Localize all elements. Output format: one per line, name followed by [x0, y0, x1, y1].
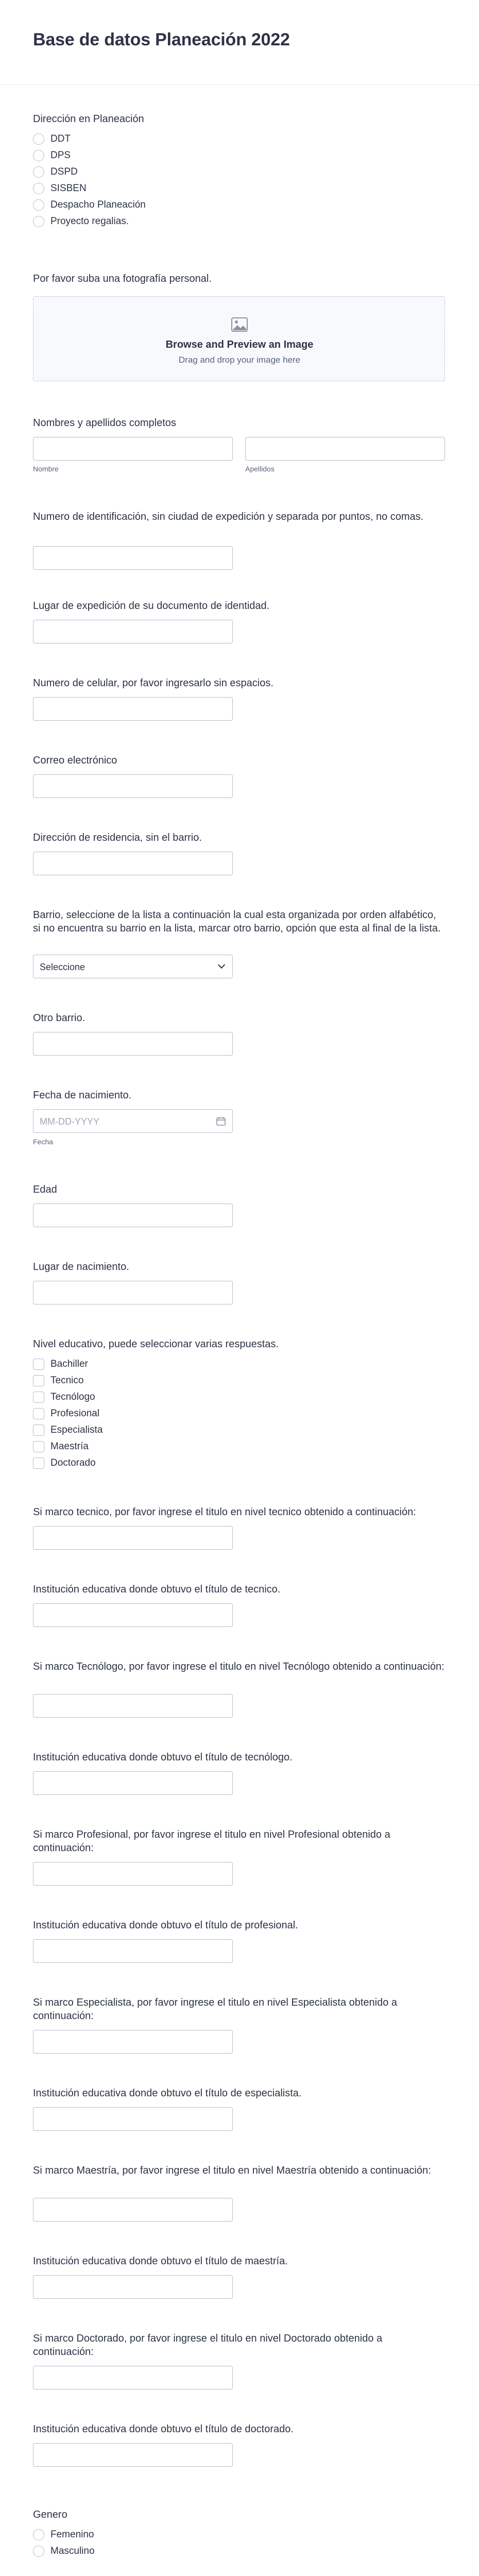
radio-button[interactable]: [33, 150, 44, 161]
direccion-option[interactable]: [33, 214, 129, 229]
correo-input[interactable]: [33, 774, 233, 798]
titulo-label: Si marco Profesional, por favor ingrese el titulo en nivel Profesional obtenido a continuación:: [33, 1829, 390, 1854]
direccion-option-label: Despacho Planeación: [50, 199, 146, 210]
identificacion-label: Numero de identificación, sin ciudad de expedición y separada por puntos, no comas.: [33, 511, 424, 522]
fecha-sublabel: Fecha: [33, 1138, 53, 1146]
barrio-label: Barrio, seleccione de la lista a continuación la cual esta organizada por orden alfabético, si no encuentra su barrio en la lista, marcar otro barrio, opción que esta al final de la lista.: [33, 909, 441, 934]
titulo-label: Si marco tecnico, por favor ingrese el titulo en nivel tecnico obtenido a continuación:: [33, 1506, 416, 1518]
institucion-input[interactable]: [33, 2275, 233, 2299]
genero-option-label: Femenino: [50, 2529, 94, 2540]
nivel-option[interactable]: [33, 1406, 99, 1421]
titulo-input[interactable]: [33, 1694, 233, 1718]
radio-button[interactable]: [33, 2529, 44, 2540]
direccion-option[interactable]: [33, 198, 146, 212]
institucion-label: Institución educativa donde obtuvo el título de profesional.: [33, 1920, 298, 1931]
nivel-option[interactable]: [33, 1357, 88, 1371]
radio-button[interactable]: [33, 216, 44, 227]
last-name-sublabel: Apellidos: [245, 465, 275, 473]
celular-label: Numero de celular, por favor ingresarlo sin espacios.: [33, 677, 273, 689]
last-name-input[interactable]: [245, 437, 445, 461]
genero-option[interactable]: [33, 2528, 94, 2542]
nivel-option[interactable]: [33, 1374, 83, 1388]
direccion-option-label: DPS: [50, 150, 71, 161]
genero-option[interactable]: [33, 2544, 95, 2558]
institucion-label: Institución educativa donde obtuvo el título de doctorado.: [33, 2424, 294, 2435]
nivel-option[interactable]: [33, 1439, 89, 1454]
first-name-input[interactable]: [33, 437, 233, 461]
nivel-option[interactable]: [33, 1423, 102, 1437]
nivel-option-label: Bachiller: [50, 1359, 88, 1369]
institucion-input[interactable]: [33, 1939, 233, 1963]
titulo-label: Si marco Tecnólogo, por favor ingrese el titulo en nivel Tecnólogo obtenido a continuación:: [33, 1661, 444, 1672]
direccion-option[interactable]: [33, 165, 78, 179]
titulo-input[interactable]: [33, 2030, 233, 2054]
foto-label: Por favor suba una fotografía personal.: [33, 273, 212, 284]
nivel-option-label: Tecnico: [50, 1375, 84, 1386]
titulo-input[interactable]: [33, 2198, 233, 2222]
titulo-input[interactable]: [33, 1526, 233, 1550]
genero-label: Genero: [33, 2509, 67, 2520]
institucion-label: Institución educativa donde obtuvo el título de tecnico.: [33, 1584, 281, 1595]
institucion-input[interactable]: [33, 1603, 233, 1627]
upload-subtitle: Drag and drop your image here: [178, 355, 301, 365]
nivel-option-label: Tecnólogo: [50, 1392, 95, 1402]
nivel-option-label: Doctorado: [50, 1458, 96, 1468]
edad-input[interactable]: [33, 1204, 233, 1227]
nivel-educativo-label: Nivel educativo, puede seleccionar varias respuestas.: [33, 1338, 279, 1350]
radio-button[interactable]: [33, 133, 44, 145]
checkbox[interactable]: [33, 1425, 44, 1436]
nivel-option-label: Maestría: [50, 1441, 89, 1452]
direccion-option[interactable]: [33, 132, 71, 146]
direccion-option-label: DDT: [50, 133, 71, 144]
direccion-label: Dirección en Planeación: [33, 113, 144, 125]
radio-button[interactable]: [33, 166, 44, 178]
institucion-input[interactable]: [33, 1771, 233, 1795]
image-upload-dropzone[interactable]: [33, 296, 445, 381]
celular-input[interactable]: [33, 697, 233, 721]
titulo-label: Si marco Maestría, por favor ingrese el titulo en nivel Maestría obtenido a continuación:: [33, 2165, 431, 2176]
fecha-nacimiento-label: Fecha de nacimiento.: [33, 1090, 132, 1101]
titulo-input[interactable]: [33, 1862, 233, 1886]
barrio-select[interactable]: [33, 955, 233, 978]
titulo-input[interactable]: [33, 2366, 233, 2389]
direccion-option[interactable]: [33, 181, 87, 196]
date-placeholder: MM-DD-YYYY: [40, 1116, 99, 1127]
institucion-input[interactable]: [33, 2443, 233, 2467]
direccion-residencia-label: Dirección de residencia, sin el barrio.: [33, 832, 202, 843]
institucion-label: Institución educativa donde obtuvo el título de tecnólogo.: [33, 1752, 293, 1763]
titulo-label: Si marco Especialista, por favor ingrese el titulo en nivel Especialista obtenido a continuación:: [33, 1997, 398, 2022]
nivel-option-label: Especialista: [50, 1425, 103, 1435]
lugar-expedicion-label: Lugar de expedición de su documento de identidad.: [33, 600, 270, 612]
form-title: Base de datos Planeación 2022: [33, 30, 290, 49]
nivel-option[interactable]: [33, 1390, 95, 1404]
calendar-icon[interactable]: [216, 1116, 226, 1126]
upload-title: Browse and Preview an Image: [165, 339, 314, 350]
checkbox[interactable]: [33, 1458, 44, 1469]
radio-button[interactable]: [33, 2546, 44, 2557]
checkbox[interactable]: [33, 1441, 44, 1452]
lugar-nacimiento-input[interactable]: [33, 1281, 233, 1304]
barrio-selected-value: Seleccione: [40, 962, 85, 972]
titulo-label: Si marco Doctorado, por favor ingrese el titulo en nivel Doctorado obtenido a continuación:: [33, 2333, 383, 2358]
direccion-option-label: SISBEN: [50, 183, 87, 194]
direccion-option-label: Proyecto regalias.: [50, 216, 129, 227]
checkbox[interactable]: [33, 1359, 44, 1370]
nombres-label: Nombres y apellidos completos: [33, 417, 176, 429]
institucion-label: Institución educativa donde obtuvo el título de especialista.: [33, 2088, 302, 2099]
direccion-option-label: DSPD: [50, 166, 78, 177]
radio-button[interactable]: [33, 199, 44, 211]
image-icon: [231, 317, 248, 332]
otro-barrio-label: Otro barrio.: [33, 1012, 85, 1024]
checkbox[interactable]: [33, 1392, 44, 1403]
direccion-option[interactable]: [33, 148, 71, 163]
correo-label: Correo electrónico: [33, 755, 117, 766]
lugar-nacimiento-label: Lugar de nacimiento.: [33, 1261, 129, 1273]
nivel-option[interactable]: [33, 1456, 96, 1470]
lugar-expedicion-input[interactable]: [33, 620, 233, 643]
fecha-nacimiento-input[interactable]: [33, 1109, 233, 1133]
institucion-input[interactable]: [33, 2107, 233, 2131]
checkbox[interactable]: [33, 1375, 44, 1386]
radio-button[interactable]: [33, 183, 44, 194]
direccion-residencia-input[interactable]: [33, 852, 233, 875]
first-name-sublabel: Nombre: [33, 465, 59, 473]
form-header: [0, 0, 479, 85]
chevron-down-icon: [218, 961, 225, 969]
identificacion-input[interactable]: [33, 546, 233, 570]
edad-label: Edad: [33, 1184, 57, 1195]
institucion-label: Institución educativa donde obtuvo el título de maestría.: [33, 2256, 288, 2267]
checkbox[interactable]: [33, 1408, 44, 1419]
genero-option-label: Masculino: [50, 2546, 95, 2556]
nivel-option-label: Profesional: [50, 1408, 100, 1419]
otro-barrio-input[interactable]: [33, 1032, 233, 1056]
